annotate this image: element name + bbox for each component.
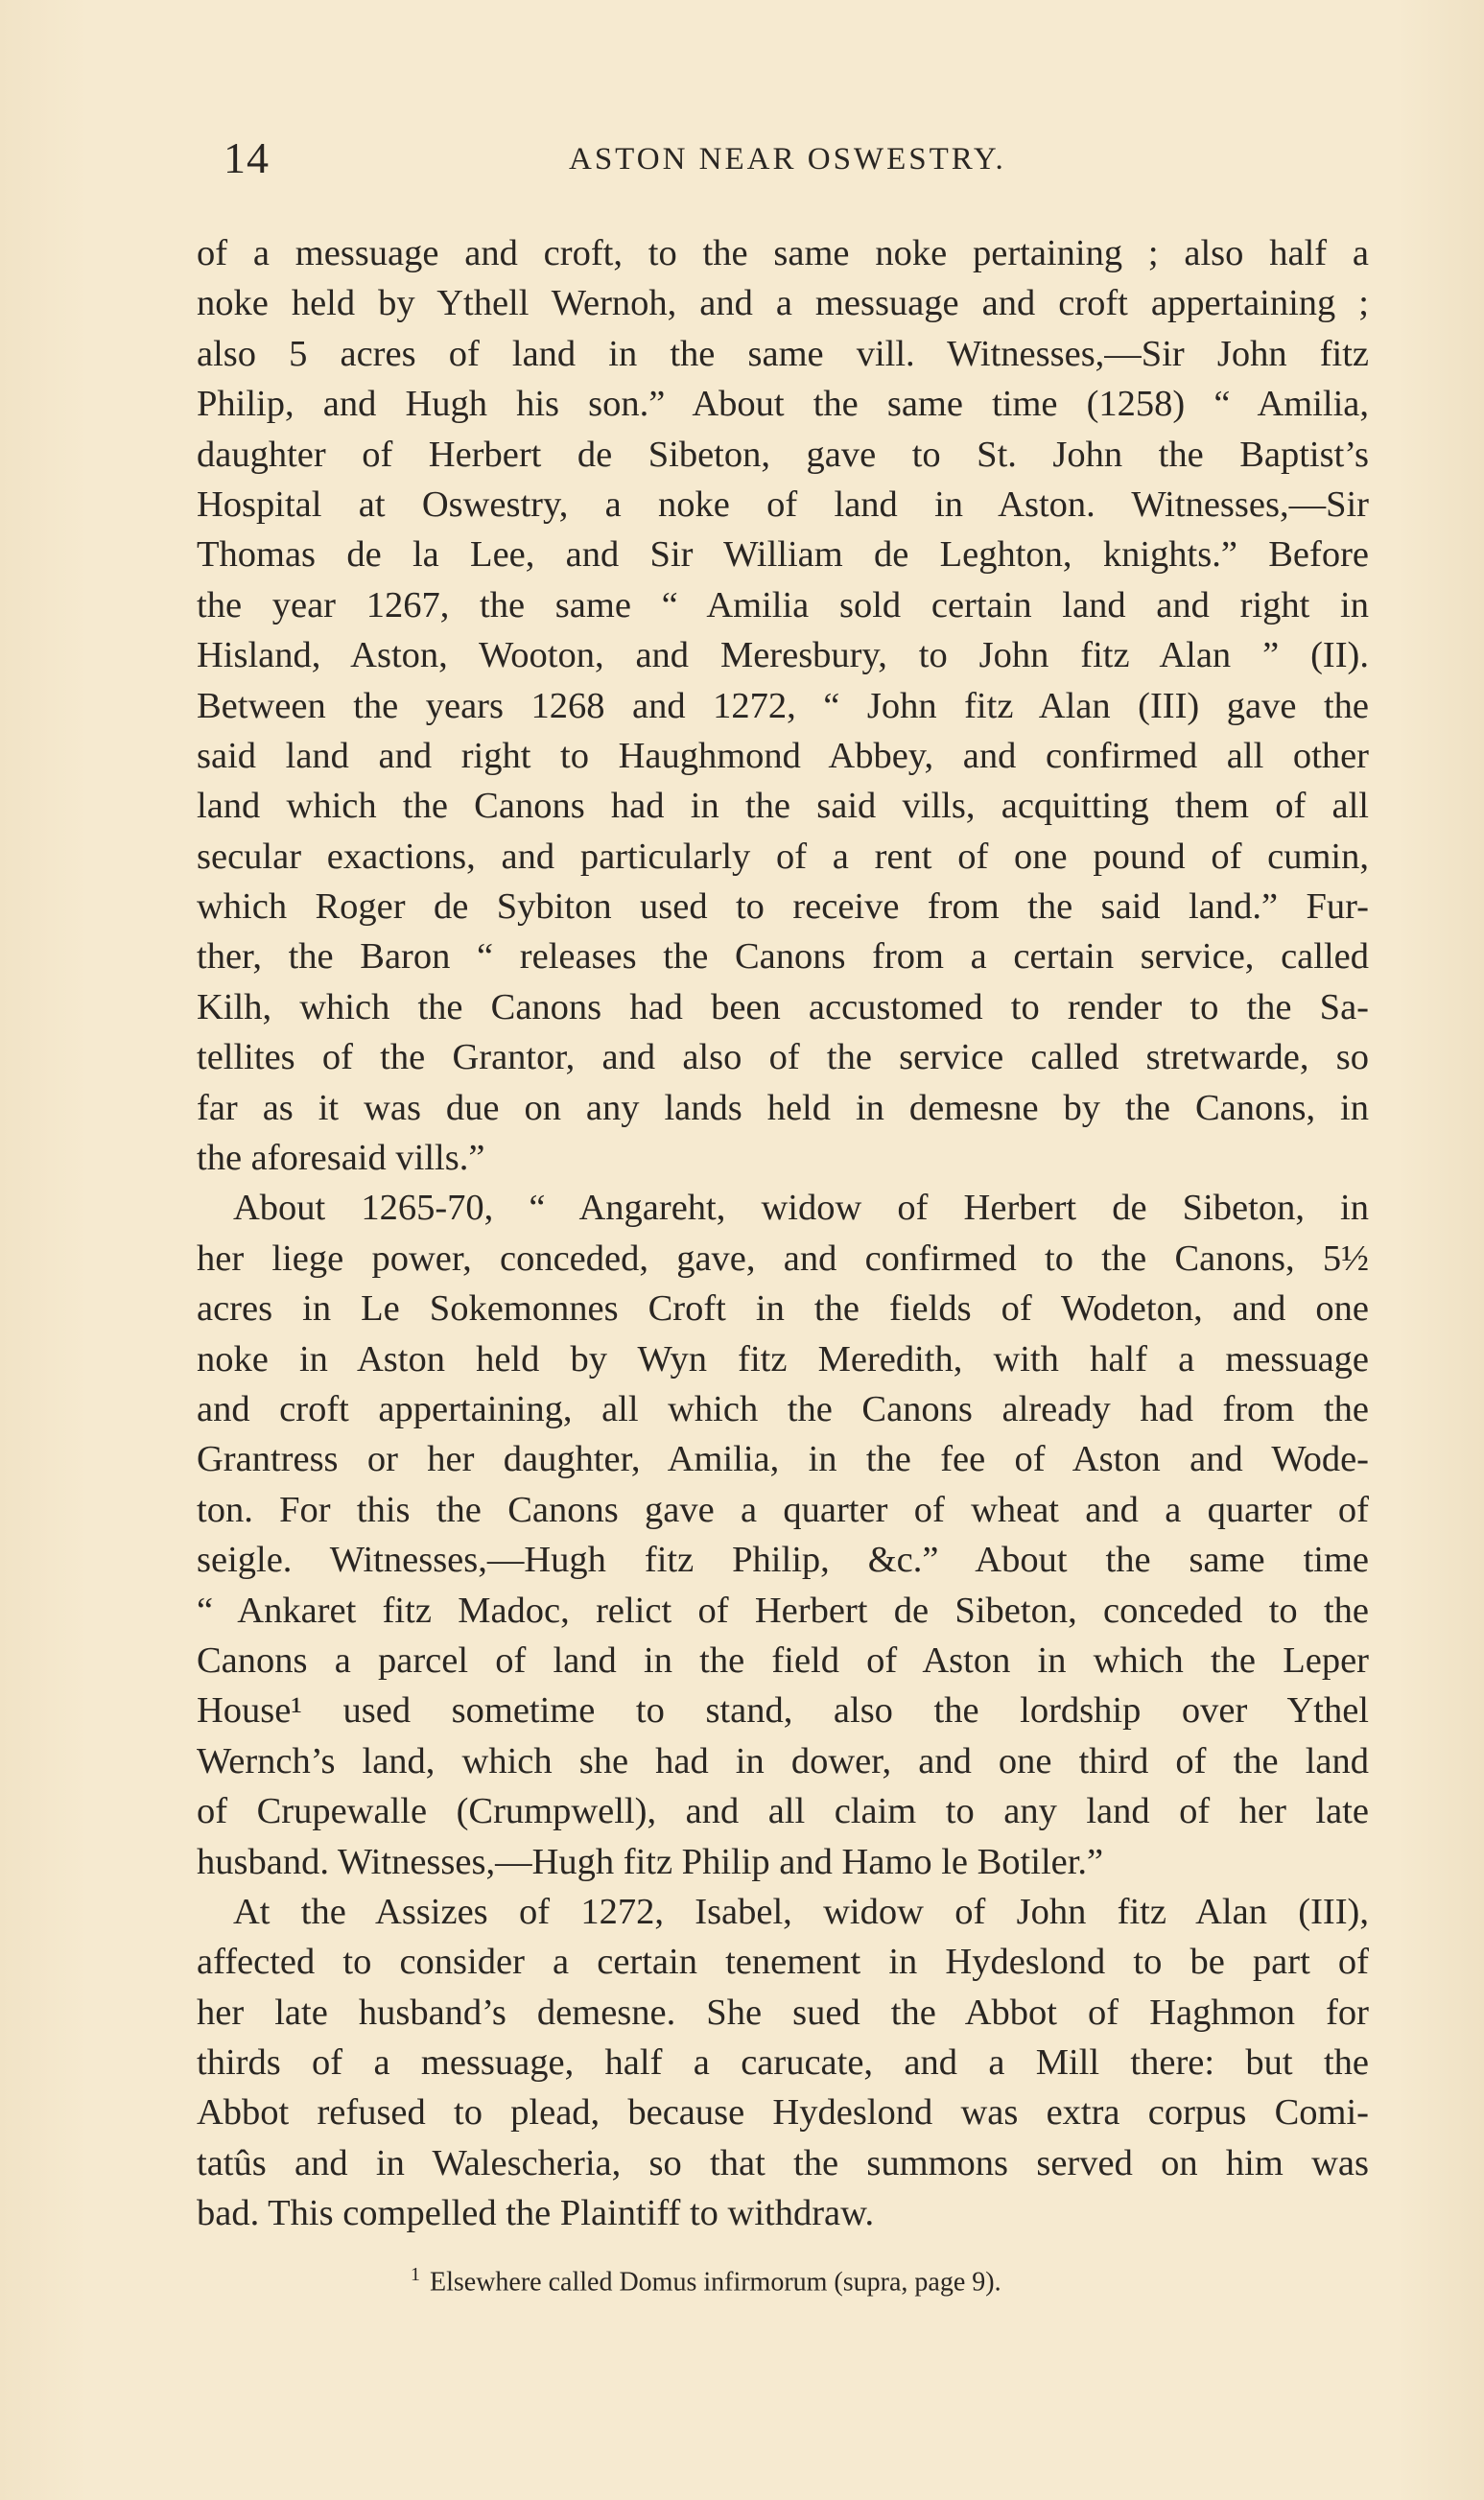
text-line: Abbot refused to plead, because Hydeslond was extra corpus Comi- bbox=[197, 2092, 1369, 2134]
text-line: the year 1267, the same “ Amilia sold certain land and right in bbox=[197, 584, 1369, 625]
text-line: About 1265-70, “ Angareht, widow of Herbert de Sibeton, in bbox=[233, 1188, 1369, 1229]
text-line: ton. For this the Canons gave a quarter of wheat and a quarter of bbox=[197, 1489, 1369, 1530]
footnote bbox=[411, 2264, 1001, 2298]
text-line: Thomas de la Lee, and Sir William de Leghton, knights.” Before bbox=[197, 534, 1369, 576]
text-line: her late husband’s demesne. She sued the Abbot of Haghmon for bbox=[197, 1992, 1369, 2033]
text-line: also 5 acres of land in the same vill. Witnesses,—Sir John fitz bbox=[197, 333, 1369, 374]
text-line: seigle. Witnesses,—Hugh fitz Philip, &c.” About the same time bbox=[197, 1540, 1369, 1581]
text-line: “ Ankaret fitz Madoc, relict of Herbert de Sibeton, conceded to the bbox=[197, 1590, 1369, 1631]
text-line: husband. Witnesses,—Hugh fitz Philip and Hamo le Botiler.” bbox=[197, 1841, 1104, 1882]
text-line: noke in Aston held by Wyn fitz Meredith, with half a messuage bbox=[197, 1338, 1369, 1380]
text-line: secular exactions, and particularly of a rent of one pound of cumin, bbox=[197, 836, 1369, 877]
body-text bbox=[197, 228, 1369, 2239]
text-line: Kilh, which the Canons had been accustomed to render to the Sa- bbox=[197, 986, 1369, 1027]
text-line: acres in Le Sokemonnes Croft in the fields of Wodeton, and one bbox=[197, 1288, 1369, 1330]
text-line: of Crupewalle (Crumpwell), and all claim to any land of her late bbox=[197, 1791, 1369, 1832]
text-line: bad. This compelled the Plaintiff to withdraw. bbox=[197, 2193, 875, 2234]
text-line: tatûs and in Walescheria, so that the summons served on him was bbox=[197, 2142, 1369, 2183]
text-line: Wernch’s land, which she had in dower, and one third of the land bbox=[197, 1740, 1369, 1781]
text-line: her liege power, conceded, gave, and confirmed to the Canons, 5½ bbox=[197, 1238, 1369, 1279]
text-line: Hisland, Aston, Wooton, and Meresbury, to John fitz Alan ” (II). bbox=[197, 635, 1369, 676]
text-line: daughter of Herbert de Sibeton, gave to St. John the Baptist’s bbox=[197, 434, 1369, 475]
text-line: Canons a parcel of land in the field of Aston in which the Leper bbox=[197, 1639, 1369, 1681]
text-line: the aforesaid vills.” bbox=[197, 1138, 485, 1179]
text-line: far as it was due on any lands held in demesne by the Canons, in bbox=[197, 1087, 1369, 1128]
footnote-mark: 1 bbox=[411, 2264, 420, 2285]
text-line: affected to consider a certain tenement in Hydeslond to be part of bbox=[197, 1942, 1369, 1983]
text-line: Hospital at Oswestry, a noke of land in Aston. Witnesses,—Sir bbox=[197, 483, 1369, 525]
text-line: Philip, and Hugh his son.” About the same time (1258) “ Amilia, bbox=[197, 384, 1369, 425]
footnote-text: Elsewhere called Domus infirmorum (supra, page 9). bbox=[430, 2267, 1001, 2298]
text-line: land which the Canons had in the said vills, acquitting them of all bbox=[197, 786, 1369, 827]
text-line: tellites of the Grantor, and also of the service called stretwarde, so bbox=[197, 1037, 1369, 1078]
text-line: Between the years 1268 and 1272, “ John fitz Alan (III) gave the bbox=[197, 685, 1369, 726]
text-line: House¹ used sometime to stand, also the lordship over Ythel bbox=[197, 1690, 1369, 1732]
text-line: thirds of a messuage, half a carucate, and a Mill there: but the bbox=[197, 2042, 1369, 2084]
text-line: ther, the Baron “ releases the Canons from a certain service, called bbox=[197, 936, 1369, 978]
page-number: 14 bbox=[224, 133, 270, 182]
text-line: which Roger de Sybiton used to receive from the said land.” Fur- bbox=[197, 886, 1369, 928]
text-line: and croft appertaining, all which the Canons already had from the bbox=[197, 1388, 1369, 1429]
text-line: noke held by Ythell Wernoh, and a messuage and croft appertaining ; bbox=[197, 283, 1369, 324]
page-header bbox=[224, 132, 1367, 190]
text-line: of a messuage and croft, to the same noke pertaining ; also half a bbox=[197, 233, 1369, 273]
text-line: At the Assizes of 1272, Isabel, widow of John fitz Alan (III), bbox=[233, 1891, 1369, 1932]
text-line: said land and right to Haughmond Abbey, and confirmed all other bbox=[197, 735, 1369, 776]
running-head: ASTON NEAR OSWESTRY. bbox=[569, 142, 1006, 177]
text-line: Grantress or her daughter, Amilia, in the fee of Aston and Wode- bbox=[197, 1439, 1369, 1480]
